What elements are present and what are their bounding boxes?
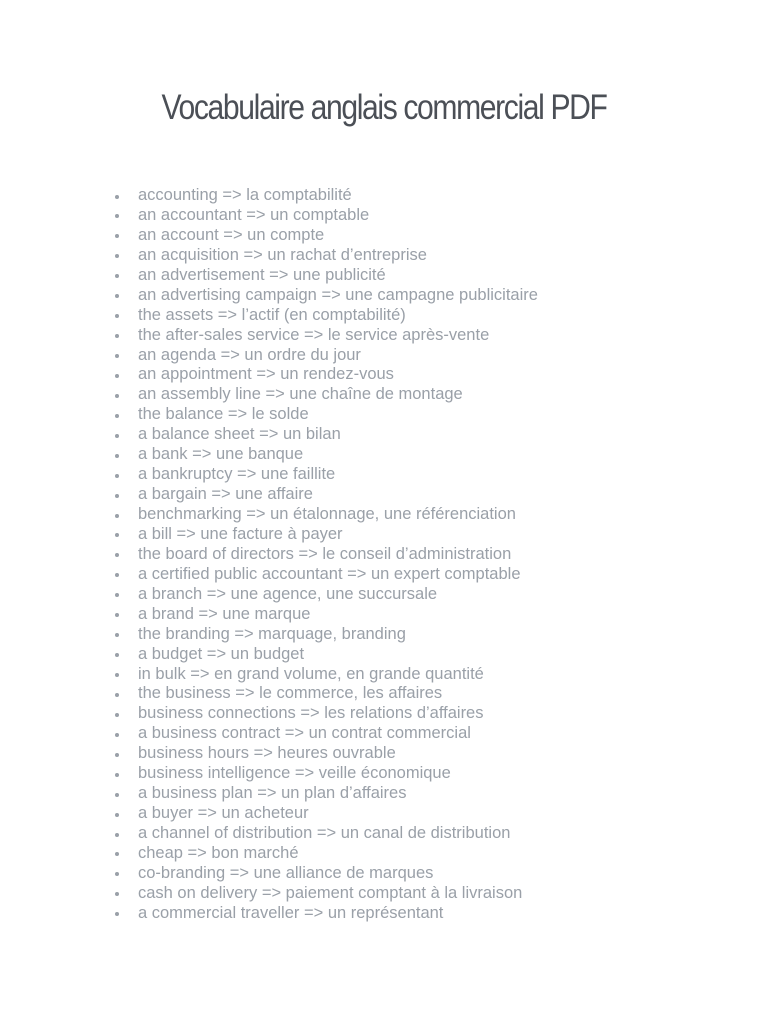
bullet-icon [115,733,119,737]
list-item [138,565,538,585]
bullet-icon [115,374,119,378]
bullet-icon [115,613,119,617]
bullet-icon [115,633,119,637]
list-item [138,545,538,565]
list-item-text: an advertisement => une publicité [138,265,386,284]
list-item-text: cash on delivery => paiement comptant à la livraison [138,883,523,902]
list-item-text: an account => un compte [138,225,325,244]
bullet-icon [115,434,119,438]
bullet-icon [115,394,119,398]
list-item-text: a budget => un budget [138,644,305,663]
bullet-icon [115,852,119,856]
bullet-icon [115,234,119,238]
list-item-text: an accountant => un comptable [138,205,370,224]
bullet-icon [115,274,119,278]
list-item [138,625,538,645]
list-item [138,186,538,206]
bullet-icon [115,813,119,817]
bullet-icon [115,892,119,896]
list-item [138,206,538,226]
list-item-text: a balance sheet => un bilan [138,425,341,444]
list-item [138,684,538,704]
bullet-icon [115,753,119,757]
list-item [138,405,538,425]
list-item [138,864,538,884]
list-item-text: a commercial traveller => un représentant [138,903,444,922]
bullet-icon [115,494,119,498]
list-item-text: a business contract => un contrat commercial [138,724,471,743]
list-item-text: a bargain => une affaire [138,485,313,504]
bullet-icon [115,474,119,478]
bullet-icon [115,593,119,597]
list-item-text: a bank => une banque [138,445,304,464]
list-item-text: the balance => le solde [138,405,309,424]
list-item-text: co-branding => une alliance de marques [138,863,434,882]
bullet-icon [115,713,119,717]
bullet-icon [115,553,119,557]
list-item-text: a branch => une agence, une succursale [138,584,438,603]
list-item [138,884,538,904]
list-item [138,485,538,505]
bullet-icon [115,673,119,677]
list-item [138,585,538,605]
list-item [138,844,538,864]
bullet-icon [115,833,119,837]
bullet-icon [115,573,119,577]
list-item-text: a business plan => un plan d’affaires [138,784,407,803]
list-item-text: in bulk => en grand volume, en grande quantité [138,664,484,683]
bullet-icon [115,314,119,318]
bullet-icon [115,254,119,258]
list-item [138,326,538,346]
list-item-text: benchmarking => un étalonnage, une référenciation [138,505,516,523]
list-item-text: the after-sales service => le service après-vente [138,325,490,344]
page-title: Vocabulaire anglais commercial PDF [161,88,607,127]
list-item [138,525,538,545]
list-item [138,764,538,784]
list-item-text: business connections => les relations d’affaires [138,704,484,723]
list-item [138,306,538,326]
list-item-text: the board of directors => le conseil d’administration [138,544,512,563]
bullet-icon [115,912,119,916]
list-item-text: a bill => une facture à payer [138,524,343,543]
bullet-icon [115,514,119,518]
bullet-icon [115,872,119,876]
bullet-icon [115,533,119,537]
list-item-text: an acquisition => un rachat d’entreprise [138,245,427,264]
list-item-text: the assets => l’actif (en comptabilité) [138,305,406,324]
list-item [138,804,538,824]
list-item-text: a channel of distribution => un canal de distribution [138,824,511,842]
bullet-icon [115,354,119,358]
bullet-icon [115,414,119,418]
bullet-icon [115,773,119,777]
list-item [138,246,538,266]
list-item-text: a bankruptcy => une faillite [138,465,336,484]
list-item [138,645,538,665]
list-item-text: the business => le commerce, les affaires [138,684,443,703]
list-item-text: accounting => la comptabilité [138,186,352,204]
list-item-text: business intelligence => veille économique [138,764,451,783]
list-item [138,744,538,764]
list-item [138,385,538,405]
list-item [138,665,538,685]
list-item [138,226,538,246]
bullet-icon [115,214,119,218]
list-item [138,346,538,366]
list-item-text: the branding => marquage, branding [138,624,406,643]
list-item-text: business hours => heures ouvrable [138,744,396,763]
list-item-text: a brand => une marque [138,604,311,623]
bullet-icon [115,454,119,458]
list-item [138,724,538,744]
bullet-icon [115,334,119,338]
list-item [138,704,538,724]
list-item [138,365,538,385]
list-item [138,286,538,306]
list-item-text: an appointment => un rendez-vous [138,365,394,384]
list-item-text: an advertising campaign => une campagne publicitaire [138,285,538,304]
bullet-icon [115,793,119,797]
list-item [138,266,538,286]
bullet-icon [115,294,119,298]
list-item [138,425,538,445]
list-item [138,824,538,844]
list-item-text: a certified public accountant => un expert comptable [138,564,521,583]
list-item [138,445,538,465]
list-item-text: a buyer => un acheteur [138,804,309,823]
list-item-text: cheap => bon marché [138,843,299,862]
list-item [138,605,538,625]
bullet-icon [115,195,119,199]
bullet-icon [115,693,119,697]
vocabulary-list [138,186,538,924]
list-item [138,904,538,924]
list-item-text: an agenda => un ordre du jour [138,345,361,364]
list-item [138,505,538,525]
list-item-text: an assembly line => une chaîne de montage [138,385,463,404]
bullet-icon [115,653,119,657]
list-item [138,465,538,485]
list-item [138,784,538,804]
